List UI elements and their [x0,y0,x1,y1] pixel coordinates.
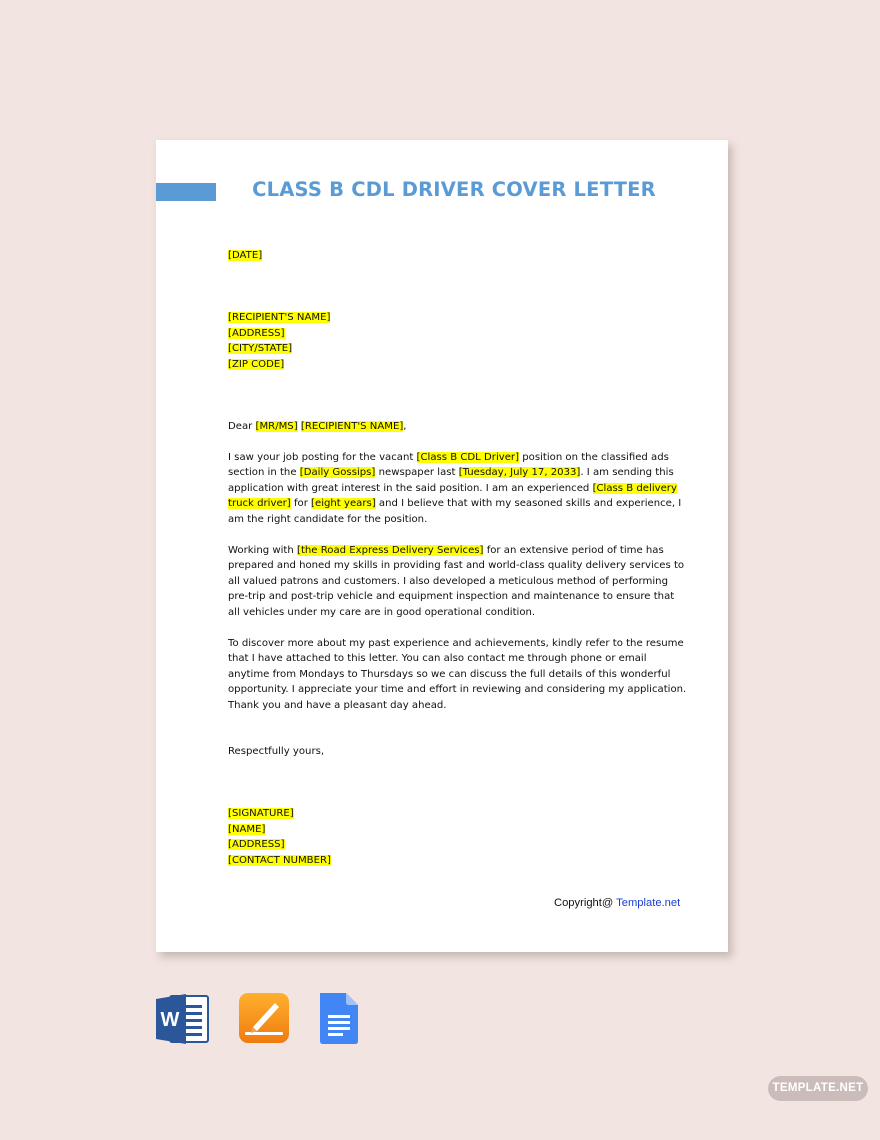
sender-contact: [CONTACT NUMBER] [228,854,331,866]
pages-icon[interactable] [239,993,291,1049]
employer-placeholder: [the Road Express Delivery Services] [297,544,484,556]
copyright-notice: Copyright@ Template.net [554,897,681,909]
experience-years-placeholder: [eight years] [311,498,376,509]
experience-role-placeholder: [Class B delivery truck driver] [228,482,677,509]
job-title-placeholder: [Class B CDL Driver] [416,451,520,463]
date-line [228,248,688,264]
date-placeholder: [DATE] [228,250,263,261]
recipient-name: [RECIPIENT'S NAME] [228,312,331,323]
closing: Respectfully yours, [228,746,325,757]
letter-body [228,248,688,868]
document-title: CLASS B CDL DRIVER COVER LETTER [252,178,656,201]
sender-block [228,806,688,868]
word-icon[interactable] [156,993,210,1049]
salutation-name: [RECIPIENT'S NAME] [300,420,404,432]
template-net-watermark: TEMPLATE.NET [768,1076,868,1101]
paragraph-2: Working with [the Road Express Delivery Services] for an extensive period of time has prepared and honed my skills in providing fast and world-class quality delivery services to all valued patrons and customers. I also developed a meticulous method of performing pre-trip and post-trip vehicle and equipment inspection and maintenance to ensure that all vehicles under my care are in good operational condition. [228,544,685,618]
document-page [156,140,728,952]
copyright-link[interactable]: Template.net [616,897,681,909]
recipient-city-state: [CITY/STATE] [228,343,293,354]
paragraph-3: To discover more about my past experience and achievements, kindly refer to the resume that I have attached to this letter. You can also contact me through phone or email anytime from Mondays to Thursdays so we can discuss the full details of this wonderful opportunity. I appreciate your time and effort in reviewing and considering my application. Thank you and have a pleasant day ahead. [228,637,687,711]
sender-name: [NAME] [228,823,266,835]
paragraph-1: I saw your job posting for the vacant [Class B CDL Driver] position on the classified ads section in the [Daily Gossips] newspaper last [Tuesday, July 17, 2033]. I am sending this application with great interest in the said position. I am an experienced [Class B delivery truck driver] for [eight years] and I believe that with my seasoned skills and experience, I am the right candidate for the position. [228,451,682,525]
salutation: Dear [MR/MS] [RECIPIENT'S NAME], [228,420,407,432]
recipient-address: [ADDRESS] [228,327,285,339]
svg-text:W: W [160,1009,180,1031]
recipient-block [228,310,688,372]
salutation-title: [MR/MS] [255,420,298,432]
sender-signature: [SIGNATURE] [228,808,294,819]
recipient-zip: [ZIP CODE] [228,358,285,370]
newspaper-placeholder: [Daily Gossips] [299,467,376,478]
posting-date-placeholder: [Tuesday, July 17, 2033] [458,467,581,478]
google-docs-icon[interactable] [318,993,360,1049]
sender-address: [ADDRESS] [228,839,285,850]
